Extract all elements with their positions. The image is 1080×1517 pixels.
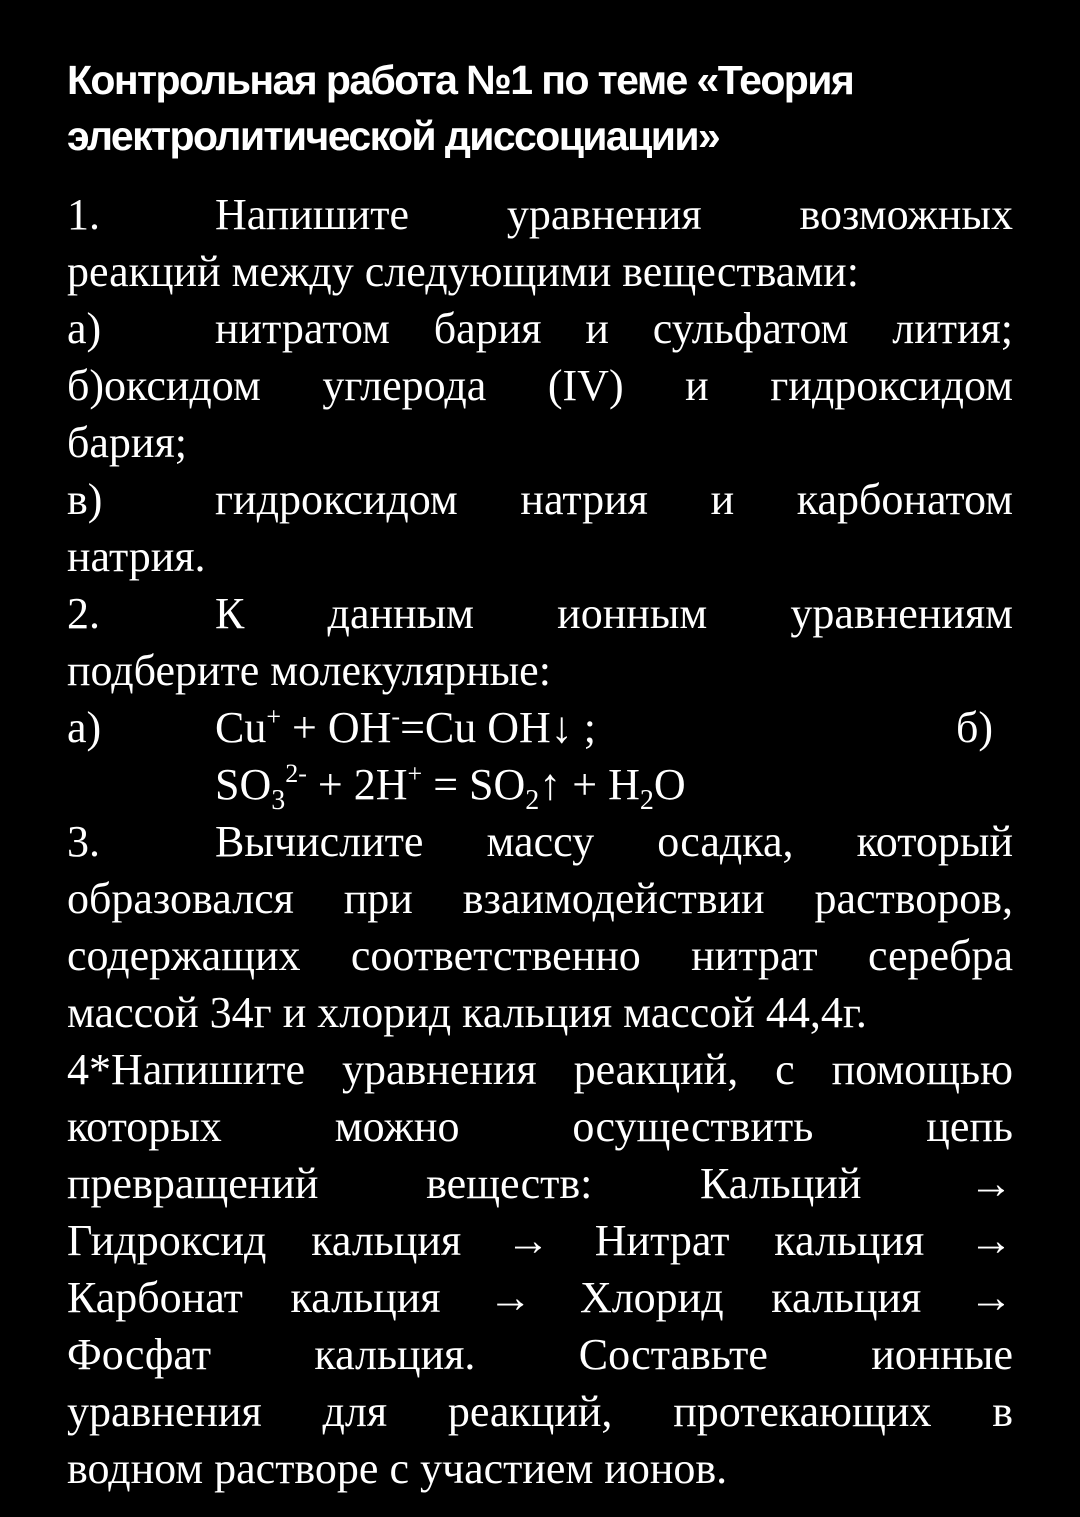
task-2-number: 2.	[67, 589, 100, 638]
task-2-item-a-mark: а)	[67, 703, 102, 752]
task-1-item-c-cont: натрия.	[67, 532, 206, 581]
eq-a-part: Cu	[215, 703, 267, 752]
task-1-number: 1.	[67, 190, 100, 239]
task-1-line-2: реакций между следующими веществами:	[67, 247, 859, 296]
worksheet-page	[67, 52, 1013, 1497]
task-3-line-1	[67, 813, 1013, 870]
task-2	[67, 585, 1013, 816]
task-4-line-4: Гидроксид кальция → Нитрат кальция →	[67, 1216, 1013, 1265]
ionic-equation-b	[215, 759, 686, 816]
eq-a-part: + OH	[281, 703, 392, 752]
task-1-item-c-text: гидроксидом натрия и карбонатом	[215, 475, 1013, 524]
task-4-line-5: Карбонат кальция → Хлорид кальция →	[67, 1273, 1013, 1322]
task-1	[67, 186, 1013, 585]
task-3-line-3: содержащих соответственно нитрат серебра	[67, 931, 1013, 980]
eq-b-sup: +	[407, 759, 423, 788]
task-1-line-1	[67, 186, 1013, 243]
eq-a-sup: +	[266, 702, 282, 731]
task-list	[67, 186, 1013, 1497]
eq-b-part: + 2H	[306, 760, 408, 809]
task-1-item-b-cont: бария;	[67, 418, 187, 467]
ionic-equation-a	[215, 703, 596, 752]
task-2-item-b-mark: б)	[955, 703, 993, 752]
task-2-line-2: подберите молекулярные:	[67, 646, 551, 695]
title-line-1: Контрольная работа №1 по теме «Теория	[67, 57, 854, 103]
task-4-line-6: Фосфат кальция. Составьте ионные	[67, 1330, 1013, 1379]
eq-b-part: ↑ + H	[539, 760, 640, 809]
title-line-2: электролитической диссоциации»	[67, 113, 720, 159]
task-1-item-a-text: нитратом бария и сульфатом лития;	[215, 304, 1013, 353]
task-1-item-b: б)оксидом углерода (IV) и гидроксидом	[67, 361, 1013, 410]
eq-b-part: O	[653, 760, 686, 809]
task-2-text-1: К данным ионным уравнениям	[215, 589, 1013, 638]
eq-b-sup: 2-	[285, 759, 307, 788]
task-4-line-3: превращений веществ: Кальций →	[67, 1159, 1013, 1208]
task-3-line-2: образовался при взаимодействии растворов,	[67, 874, 1013, 923]
task-4-line-8: водном растворе с участием ионов.	[67, 1444, 728, 1493]
task-3	[67, 813, 1013, 1041]
eq-b-sub: 3	[271, 785, 286, 816]
task-1-text-1: Напишите уравнения возможных	[215, 190, 1013, 239]
eq-a-sup: -	[391, 702, 401, 731]
eq-b-part: = SO	[422, 760, 526, 809]
page-title	[67, 52, 1013, 164]
task-4-line-1: 4*Напишите уравнения реакций, с помощью	[67, 1045, 1013, 1094]
eq-b-sub: 2	[639, 785, 654, 816]
eq-b-sub: 2	[525, 785, 540, 816]
task-4-line-2: которых можно осуществить цепь	[67, 1102, 1013, 1151]
task-4	[67, 1041, 1013, 1497]
task-2-equation-a-row	[67, 699, 1013, 756]
eq-b-part: SO	[215, 760, 272, 809]
task-1-item-c	[67, 471, 1013, 528]
task-1-item-c-mark: в)	[67, 475, 103, 524]
task-3-line-4: массой 34г и хлорид кальция массой 44,4г.	[67, 988, 867, 1037]
task-2-line-1	[67, 585, 1013, 642]
task-1-item-a-mark: а)	[67, 304, 102, 353]
task-3-number: 3.	[67, 817, 100, 866]
task-2-equation-b-row	[67, 756, 1013, 816]
eq-a-part: =Cu OH↓ ;	[400, 703, 597, 752]
task-3-text-1: Вычислите массу осадка, который	[215, 817, 1013, 866]
task-1-item-a	[67, 300, 1013, 357]
task-4-line-7: уравнения для реакций, протекающих в	[67, 1387, 1013, 1436]
